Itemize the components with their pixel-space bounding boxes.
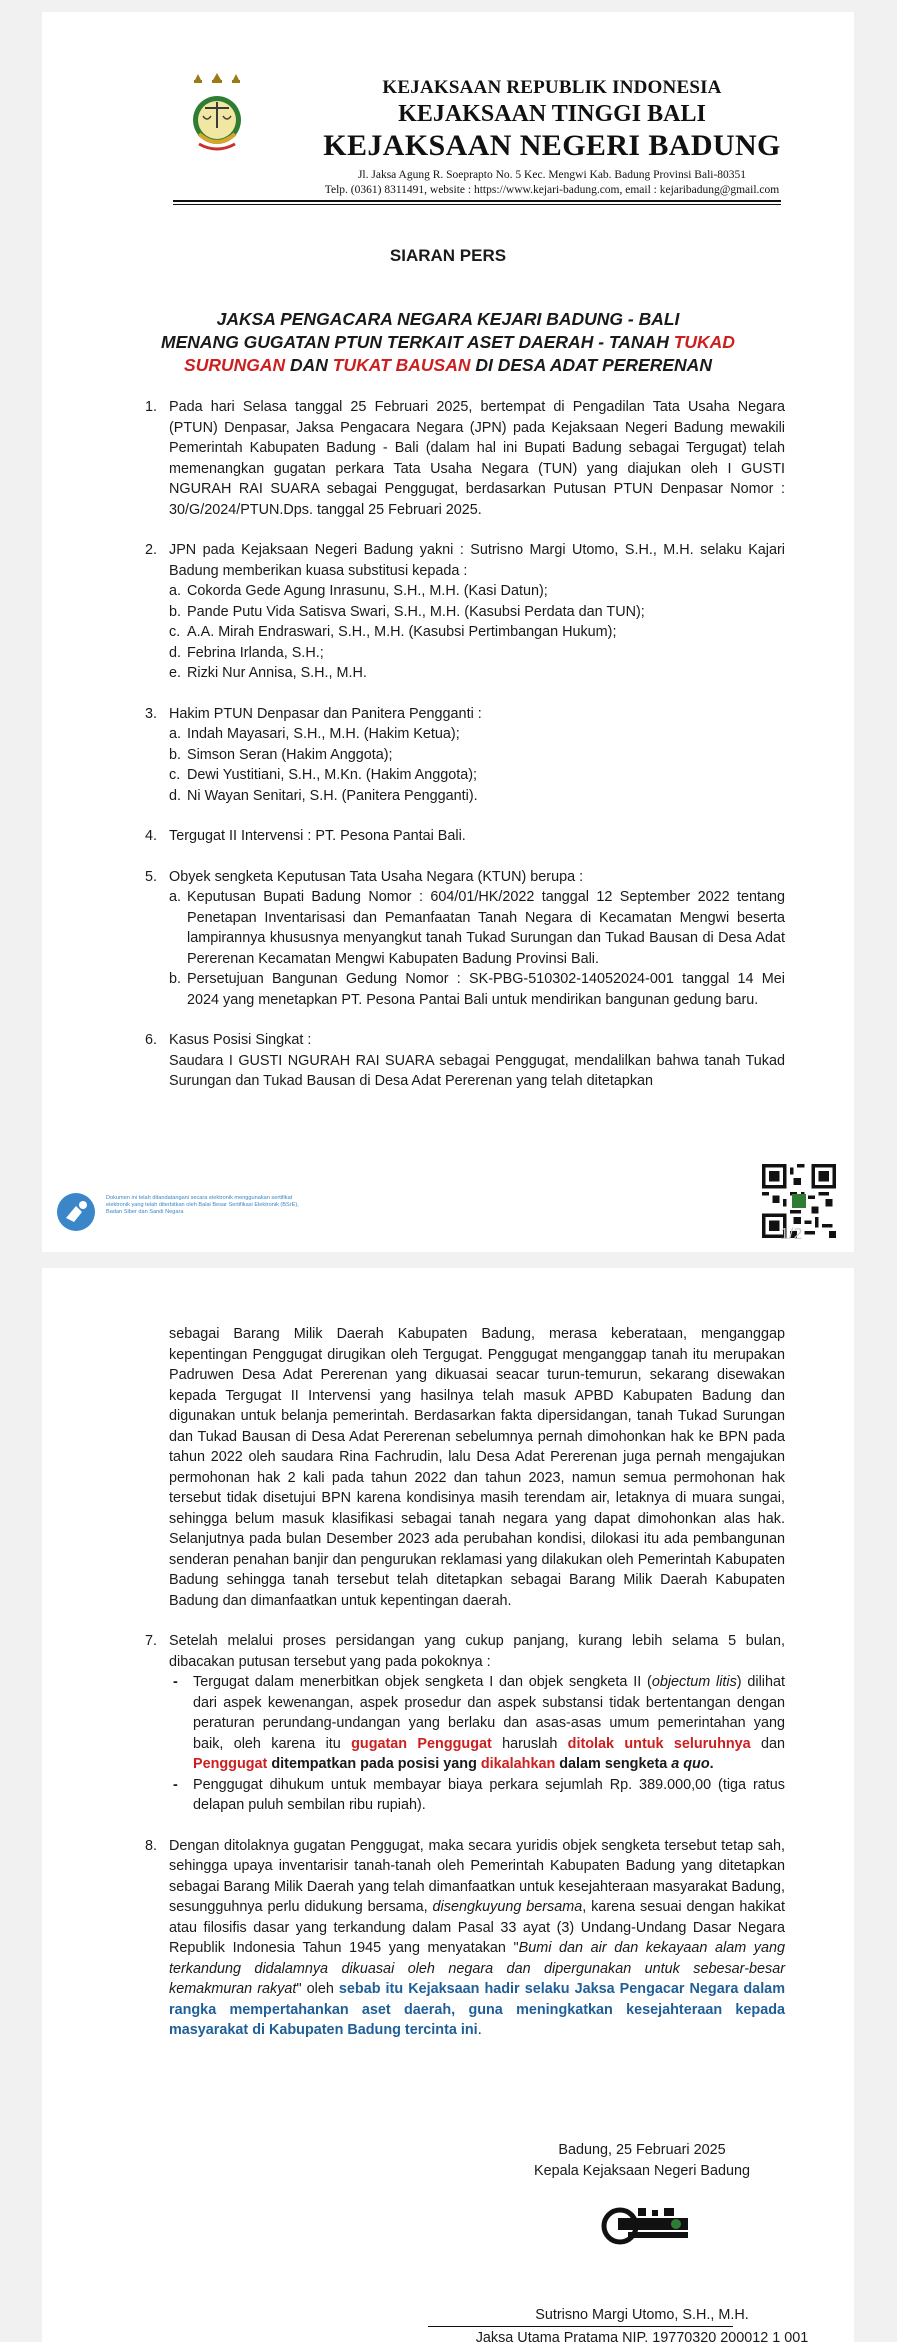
ruling-text: Tergugat dalam menerbitkan objek sengketa I dan objek sengketa II ( [193,1674,652,1690]
sub-text: Pande Putu Vida Satisva Swari, S.H., M.H. (Kasubsi Perdata dan TUN); [187,603,645,620]
headline-line1: JAKSA PENGACARA NEGARA KEJARI BADUNG - BALI [216,309,680,329]
sub-letter: b. [169,603,182,620]
sub-text: Simson Seran (Hakim Anggota); [187,746,393,763]
highlight-statement: sebab itu Kejaksaan hadir selaku Jaksa Pengacar Negara dalam rangka mempertahankan aset daerah, guna meningkatkan kesejahteraan kepada masyarakat di Kabupaten Badung tercinta ini [169,1981,785,2038]
ruling-text: ) dilihat dari aspek kewenangan, aspek prosedur dan aspek substansi tidak bertentangan dengan peraturan perundang-undangan yang berlaku dan asas-asas umum pemerintahan yang baik, oleh karena itu [193,1674,785,1752]
sub-item [169,622,785,643]
letterhead-rule [173,200,781,202]
headline-text: DI DESA ADAT PERERENAN [470,355,712,375]
item-text: Obyek sengketa Keputusan Tata Usaha Negara (KTUN) berupa : [169,868,584,885]
sub-item [169,581,785,602]
ruling-text: a quo [671,1756,710,1772]
headline-text: MENANG GUGATAN PTUN TERKAIT ASET DAERAH - TANAH [161,332,674,352]
ruling-text: objectum litis [651,1674,737,1690]
headline-highlight: SURUNGAN [184,355,286,375]
list-item-8 [145,1836,785,2041]
quoted-article: Bumi dan air dan kekayaan alam yang terkandung didalamnya dikuasai oleh negara dan dipergunakan untuk sebesar-besar kemakmuran rakyat [169,1940,785,1997]
bsre-certification-note: Dokumen ini telah ditandatangani secara elektronik menggunakan sertifikat elektronik yang telah diterbitkan oleh Balai Besar Sertifikasi Elektronik (BSrE), Badan Siber dan Sandi Negara [106,1195,299,1215]
electronic-signature-mark-icon [598,2200,698,2256]
item-text: sebagai Barang Milik Daerah Kabupaten Badung, merasa keberataan, menganggap kepentingan Penggugat dirugikan oleh Tergugat. Penggugat menganggap tanah itu merupakan Padruwen Desa Adat Pererenan yang dikuasai seacar turun-temurun, sekarang disewakan kepada Tergugat II Intervensi yang hasilnya telah masuk APBD Kabupaten Badung dan digunakan untuk belanja pemerintah. Berdasarkan fakta dipersidangan, tanah Tukad Surungan dan Tukad Bausan di Desa Adat Pererenan sebelumnya pernah dimohonkan hak ke BPN pada tahun 2022 oleh saudara Rina Fachrudin, lalu Desa Adat Pererenan juga pernah mengajukan permohonan hak 2 kali pada tahun 2022 dan tahun 2023, namun semua permohonan hak tersebut tidak disetujui BPN karena kondisinya masih terendam air, letaknya di muara sungai, sehingga belum masuk klasifikasi sebagai tanah negara yang dapat dimohonkan alas hak. Selanjutnya pada bulan Desember 2023 ada perubahan kondisi, dilokasi itu ada pembangunan senderan penahan banjir dan pengurukan reklamasi yang dilakukan oleh Pemerintah Kabupaten Badung sehingga tanah tersebut telah ditetapkan sebagai Barang Milik Daerah Kabupaten Badung dan dimanfaatkan untuk kepentingan daerah. [169,1326,785,1609]
item-number: 2. [145,542,158,558]
sub-text: Indah Mayasari, S.H., M.H. (Hakim Ketua); [187,726,460,742]
ruling-text: haruslah [491,1735,568,1752]
item-text: Pada hari Selasa tanggal 25 Februari 2025, bertempat di Pengadilan Tata Usaha Negara (PTUN) Denpasar, Jaksa Pengacara Negara (JPN) pada Kejaksaan Negeri Badung mewakili Pemerintah Kabupaten Badung - Bali (dalam hal ini Bupati Badung sebagai Tergugat) telah memenangkan gugatan perkara Tata Usaha Negara (TUN) yang diajukan oleh I GUSTI NGURAH RAI SUARA sebagai Penggugat, berdasarkan Putusan PTUN Denpasar Nomor : 30/G/2024/PTUN.Dps. tanggal 25 Februari 2025. [169,399,785,518]
sub-item [169,643,785,664]
sub-item [169,745,785,766]
signatory-name: Sutrisno Margi Utomo, S.H., M.H. [535,2307,749,2323]
sub-letter: a. [169,889,182,905]
list-item-2 [145,540,785,684]
sub-item [169,786,785,807]
document-page-2 [42,1268,854,2342]
sub-item [169,663,785,684]
item-text-part: Dengan ditolaknya gugatan Penggugat, maka secara yuridis objek sengketa tersebut tetap sah, sehingga upaya inventarisir tanah-tanah oleh Pemerintah Kabupaten Badung yang ditetapkan sebagai Barang Milik Daerah yang telah dimanfaatkan untuk kesejahteraan masyarakat Badung, sesungguhnya perlu didukung bersama, [169,1837,785,1915]
press-headline [142,308,754,377]
item-title: Kasus Posisi Singkat : [169,1032,312,1048]
sub-text: Persetujuan Bangunan Gedung Nomor : SK-PBG-510302-14052024-001 tanggal 14 Mei 2024 yang menetapkan PT. Pesona Pantai Bali untuk mendirikan bangunan gedung baru. [187,971,785,1008]
ruling-text: Penggugat dihukum untuk membayar biaya perkara sejumlah Rp. 389.000,00 (tiga ratus delapan puluh sembilan ribu rupiah). [193,1776,785,1813]
ruling-highlight: dikalahkan [480,1756,556,1772]
item-text: JPN pada Kejaksaan Negeri Badung yakni : Sutrisno Margi Utomo, S.H., M.H. selaku Kajari Badung memberikan kuasa substitusi kepada : [169,542,785,579]
ruling-text: dalam sengketa [555,1756,672,1772]
ruling-text: . [709,1756,714,1772]
list-item-1 [145,397,785,520]
headline-highlight: TUKAT BAUSAN [332,355,471,375]
letterhead-address: Jl. Jaksa Agung R. Soeprapto No. 5 Kec. Mengwi Kab. Badung Provinsi Bali-80351 [357,169,747,181]
ruling-text: ditempatkan pada posisi yang [267,1756,481,1772]
document-type-heading: SIARAN PERS [389,246,507,265]
letterhead-line2: KEJAKSAAN TINGGI BALI [398,101,706,127]
item-number: 8. [145,1837,158,1854]
item-text [169,1836,785,2041]
ruling-highlight: gugatan Penggugat [351,1735,492,1752]
sub-text: Febrina Irlanda, S.H.; [187,644,324,661]
item-text: Saudara I GUSTI NGURAH RAI SUARA sebagai Penggugat, mendalilkan bahwa tanah Tukad Surungan dan Tukad Bausan di Desa Adat Pererenan yang telah ditetapkan [169,1052,785,1089]
document-page-1 [42,12,854,1252]
list-item-7 [145,1631,785,1816]
ruling-highlight: Penggugat [193,1756,268,1772]
signature-place-date: Badung, 25 Februari 2025 [558,2142,726,2158]
dash-marker: - [173,1674,178,1690]
sub-text: Ni Wayan Senitari, S.H. (Panitera Pengganti). [187,787,478,804]
item-number: 7. [145,1633,158,1649]
sub-text: Dewi Yustitiani, S.H., M.Kn. (Hakim Anggota); [187,767,478,783]
ruling-point [169,1775,785,1816]
letterhead [142,62,842,212]
item-number: 3. [145,705,158,722]
sub-letter: c. [169,624,181,640]
kejaksaan-emblem-icon [187,72,247,162]
item-text-part: , karena sesuai dengan hakikat atau filosifis dasar yang terkandung dalam Pasal 33 ayat (3) Undang-Undang Dasar Negara Republik Indonesia Tahun 1945 yang menyatakan " [169,1899,785,1956]
ruling-highlight: ditolak untuk seluruhnya [567,1735,751,1752]
letterhead-line3: KEJAKSAAN NEGERI BADUNG [323,129,781,162]
sub-item [169,724,785,745]
headline-highlight: TUKAD [673,332,735,352]
signatory-rank: Jaksa Utama Pratama NIP. 19770320 200012 1 001 [475,2330,809,2342]
sub-item [169,969,785,1010]
list-item-6 [145,1030,785,1092]
headline-line3 [142,354,754,377]
item-number: 5. [145,868,158,885]
sub-letter: e. [169,665,182,681]
sub-letter: b. [169,971,182,987]
item-text: Setelah melalui proses persidangan yang cukup panjang, kurang lebih selama 5 bulan, dibacakan putusan tersebut yang pada pokoknya : [169,1633,785,1670]
headline-line2 [142,331,754,354]
item-number: 4. [145,828,158,844]
sub-letter: c. [169,767,181,783]
sub-item [169,765,785,786]
letterhead-text [272,76,832,198]
item-text: Tergugat II Intervensi : PT. Pesona Pantai Bali. [169,828,466,844]
sub-item [169,602,785,623]
sub-letter: a. [169,726,182,742]
letterhead-rule-thin [173,204,781,205]
ruling-highlight [568,1736,751,1752]
press-body-page2 [145,1324,785,2061]
page-number: 1/2 [780,1226,803,1243]
sub-letter: d. [169,787,182,804]
list-item-3 [145,704,785,807]
sub-text: Keputusan Bupati Badung Nomor : 604/01/HK/2022 tanggal 12 September 2022 tentang Penetapan Inventarisasi dan Pemanfaatan Tanah Negara di Kecamatan Mengwi beserta lampirannya khususnya menyangkut tanah Tukad Surungan dan Tukad Bausan di Desa Adat Pererenan Kecamatan Mengwi Kabupaten Badung Provinsi Bali. [187,889,785,967]
sub-letter: d. [169,644,182,661]
letterhead-line1: KEJAKSAAN REPUBLIK INDONESIA [382,77,722,98]
sub-text: A.A. Mirah Endraswari, S.H., M.H. (Kasubsi Pertimbangan Hukum); [187,624,617,640]
list-item-5 [145,867,785,1011]
item-text-part: . [477,2022,482,2038]
signature-line [428,2326,733,2327]
list-item-6-continued [145,1324,785,1611]
item-text: Hakim PTUN Denpasar dan Panitera Pengganti : [169,705,482,722]
ruling-point [169,1672,785,1775]
signature-position: Kepala Kejaksaan Negeri Badung [533,2163,750,2179]
press-body-page1 [145,397,785,1112]
bsre-logo-icon [56,1192,96,1232]
letterhead-contact: Telp. (0361) 8311491, website : https://www.kejari-badung.com, email : kejaribadung@gmail.com [324,184,780,196]
sub-item [169,887,785,969]
item-text-part: disengkuyung bersama [432,1899,583,1915]
item-text-part: " oleh [296,1981,339,1997]
sub-letter: b. [169,746,182,763]
headline-text: DAN [285,355,333,375]
sub-text: Rizki Nur Annisa, S.H., M.H. [187,665,367,681]
dash-marker: - [173,1776,178,1793]
sub-letter: a. [169,583,182,599]
item-number: 1. [145,399,158,415]
sub-text: Cokorda Gede Agung Inrasunu, S.H., M.H. (Kasi Datun); [187,583,548,599]
item-number: 6. [145,1032,158,1048]
list-item-4 [145,826,785,847]
ruling-text: dan [750,1735,785,1752]
